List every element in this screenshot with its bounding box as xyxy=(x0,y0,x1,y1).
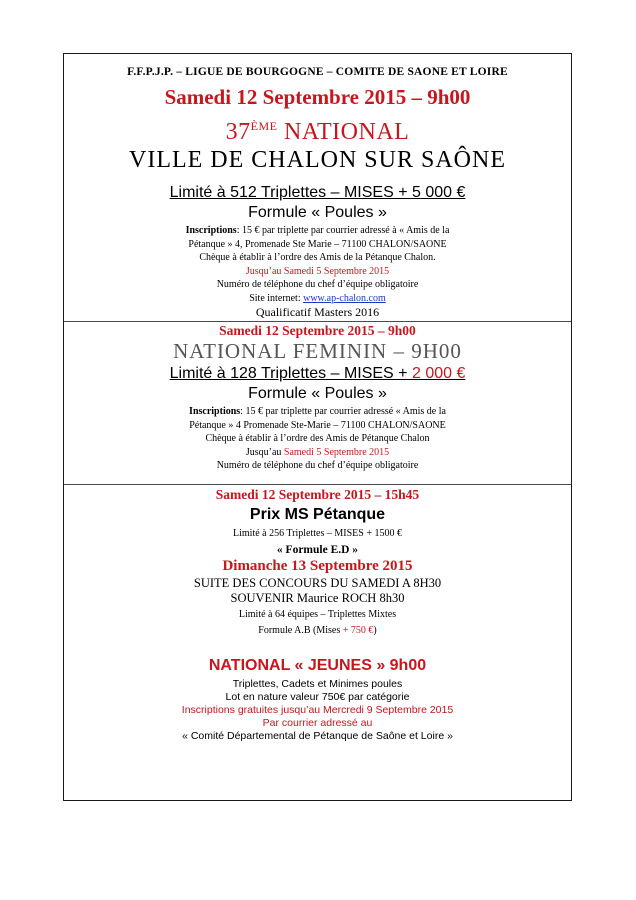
prix-date: Samedi 12 Septembre 2015 – 15h45 xyxy=(215,486,420,502)
feminin-inscriptions-line2: Pétanque » 4 Promenade Ste-Marie – 71100 CHALON/SAONE xyxy=(189,419,446,431)
dimanche-formule xyxy=(64,624,571,638)
feminin-date: Samedi 12 Septembre 2015 – 9h00 xyxy=(219,323,416,338)
dimanche-formule-prefix: Formule A.B (Mises xyxy=(258,624,343,636)
feminin-limit xyxy=(64,365,571,383)
jeunes-line5: « Comité Départemental de Pétanque de Saône et Loire » xyxy=(182,730,453,742)
main-qualif: Qualificatif Masters 2016 xyxy=(255,305,380,319)
feminin-inscriptions-label: Inscriptions xyxy=(189,406,241,417)
feminin-inscriptions-line1 xyxy=(64,405,571,419)
dimanche-limit: Limité à 64 équipes – Triplettes Mixtes xyxy=(238,609,397,620)
federation-header: F.F.P.J.P. – LIGUE DE BOURGOGNE – COMITE DE SAONE ET LOIRE xyxy=(127,66,508,78)
main-inscriptions-label: Inscriptions xyxy=(185,225,237,236)
edition-number: 37 xyxy=(225,119,251,145)
jeunes-title: NATIONAL « JEUNES » 9h00 xyxy=(208,657,427,674)
prix-title: Prix MS Pétanque xyxy=(249,505,386,523)
ville-title: VILLE DE CHALON SUR SAÔNE xyxy=(129,147,506,173)
feminin-formule: Formule « Poules » xyxy=(248,385,387,402)
feminin-deadline xyxy=(64,446,571,460)
section-divider xyxy=(64,484,571,485)
poster-frame xyxy=(63,53,572,801)
dimanche-date: Dimanche 13 Septembre 2015 xyxy=(222,558,413,574)
dimanche-souvenir: SOUVENIR Maurice ROCH 8h30 xyxy=(230,591,405,605)
dimanche-formule-amount: + 750 € xyxy=(342,624,374,636)
jeunes-line2: Lot en nature valeur 750€ par catégorie xyxy=(225,691,410,703)
national-title xyxy=(64,119,571,146)
jeunes-line1: Triplettes, Cadets et Minimes poules xyxy=(232,678,403,690)
main-cheque: Chèque à établir à l’ordre des Amis de la Pétanque Chalon. xyxy=(199,252,436,263)
main-formule: Formule « Poules » xyxy=(248,204,387,221)
feminin-cheque: Chèque à établir à l’ordre des Amis de Pétanque Chalon xyxy=(205,433,430,444)
main-event-date: Samedi 12 Septembre 2015 – 9h00 xyxy=(164,85,471,109)
site-label: Site internet: xyxy=(249,292,304,304)
main-inscriptions-line2: Pétanque » 4, Promenade Ste Marie – 71100 CHALON/SAONE xyxy=(188,238,447,250)
feminin-title: NATIONAL FEMININ – 9H00 xyxy=(173,339,462,363)
feminin-inscriptions-text: : 15 € par triplette par courrier adressé « Amis de la xyxy=(240,406,446,417)
main-deadline: Jusqu’au Samedi 5 Septembre 2015 xyxy=(245,265,390,277)
dimanche-formule-suffix: ) xyxy=(373,624,377,636)
prix-formule: « Formule E.D » xyxy=(276,544,359,556)
national-word: NATIONAL xyxy=(284,119,410,145)
section-divider xyxy=(64,321,571,322)
jeunes-line3: Inscriptions gratuites jusqu’au Mercredi 9 Septembre 2015 xyxy=(181,704,454,716)
edition-suffix: ÈME xyxy=(250,119,278,133)
feminin-deadline-prefix: Jusqu’au xyxy=(245,446,284,458)
feminin-deadline-date: Samedi 5 Septembre 2015 xyxy=(283,446,390,458)
site-link[interactable]: www.ap-chalon.com xyxy=(303,292,386,304)
dimanche-suite: SUITE DES CONCOURS DU SAMEDI A 8H30 xyxy=(193,576,442,590)
main-inscriptions-line1 xyxy=(64,224,571,238)
main-site xyxy=(64,292,571,306)
main-limit: Limité à 512 Triplettes – MISES + 5 000 € xyxy=(169,184,466,201)
prix-limit: Limité à 256 Triplettes – MISES + 1500 € xyxy=(233,527,402,539)
feminin-limit-amount: 2 000 € xyxy=(411,365,466,382)
jeunes-line4: Par courrier adressé au xyxy=(262,717,373,729)
feminin-phone: Numéro de téléphone du chef d’équipe obligatoire xyxy=(216,460,419,471)
main-inscriptions-text: : 15 € par triplette par courrier adressé à « Amis de la xyxy=(236,225,450,236)
main-phone: Numéro de téléphone du chef d’équipe obligatoire xyxy=(216,279,419,290)
feminin-limit-text: Limité à 128 Triplettes – MISES + xyxy=(169,365,412,382)
